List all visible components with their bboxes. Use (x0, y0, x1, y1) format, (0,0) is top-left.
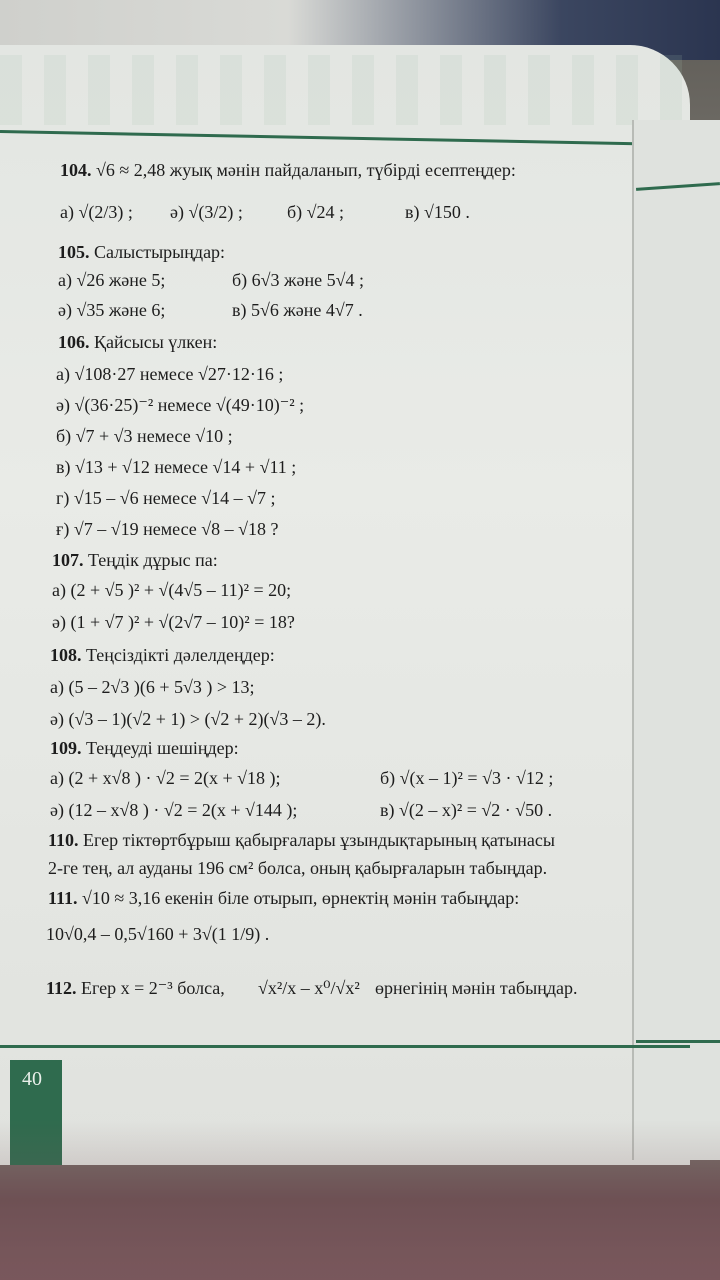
problem-112-title: 112. Егер x = 2⁻³ болса, (46, 978, 225, 998)
problem-104-item-v: в) √150 . (405, 202, 470, 222)
problem-104-item-a: а) √(2/3) ; (60, 202, 133, 222)
problem-109-item-v: в) √(2 – x)² = √2 · √50 . (380, 800, 553, 820)
problem-109-title: 109. Теңдеуді шешіңдер: (50, 738, 239, 758)
problem-112-expression: √x²/x – x⁰/√x² (258, 978, 360, 998)
problem-107-item-ae: ә) (1 + √7 )² + √(2√7 – 10)² = 18? (52, 612, 295, 632)
bottom-background (0, 1120, 720, 1280)
problem-112-tail: өрнегінің мәнін табыңдар. (375, 978, 578, 998)
problem-106-item-g: г) √15 – √6 немесе √14 – √7 ; (56, 488, 276, 508)
problem-105-item-ae: ә) √35 және 6; (58, 300, 166, 320)
problem-109-item-ae: ә) (12 – x√8 ) · √2 = 2(x + √144 ); (50, 800, 298, 820)
problem-109-item-a: а) (2 + x√8 ) · √2 = 2(x + √18 ); (50, 768, 281, 788)
problem-108-item-a: а) (5 – 2√3 )(6 + 5√3 ) > 13; (50, 677, 255, 697)
problem-106-item-b: б) √7 + √3 немесе √10 ; (56, 426, 233, 446)
problem-111-title: 111. √10 ≈ 3,16 екенін біле отырып, өрнектің мәнін табыңдар: (48, 888, 520, 908)
problem-107-item-a: а) (2 + √5 )² + √(4√5 – 11)² = 20; (52, 580, 292, 600)
problem-105-item-b: б) 6√3 және 5√4 ; (232, 270, 364, 290)
problem-108-item-ae: ә) (√3 – 1)(√2 + 1) > (√2 + 2)(√3 – 2). (50, 709, 326, 729)
page-number: 40 (22, 1068, 42, 1090)
problem-106-item-gh: ғ) √7 – √19 немесе √8 – √18 ? (56, 519, 279, 539)
problem-108-title: 108. Теңсіздікті дәлелдеңдер: (50, 645, 275, 665)
facing-page-edge (632, 120, 720, 1160)
problem-104-title: 104. √6 ≈ 2,48 жуық мәнін пайдаланып, түбірді есептеңдер: (60, 160, 516, 180)
problem-107-title: 107. Теңдік дұрыс па: (52, 550, 218, 570)
problem-106-item-ae: ә) √(36·25)⁻² немесе √(49·10)⁻² ; (56, 395, 305, 415)
problem-104-item-b: б) √24 ; (287, 202, 345, 222)
problem-109-item-b: б) √(x – 1)² = √3 · √12 ; (380, 768, 554, 788)
problem-106-title: 106. Қайсысы үлкен: (58, 332, 218, 352)
problem-105-title: 105. Салыстырыңдар: (58, 242, 226, 262)
problem-110-title: 110. Егер тіктөртбұрыш қабырғалары ұзындықтарының қатынасы (48, 830, 556, 850)
problem-104-item-ae: ә) √(3/2) ; (170, 202, 243, 222)
problem-111-expression: 10√0,4 – 0,5√160 + 3√(1 1/9) . (46, 924, 270, 944)
problem-105-item-a: а) √26 және 5; (58, 270, 166, 290)
problem-110-title-cont: 2-ге тең, ал ауданы 196 см² болса, оның қабырғаларын табыңдар. (48, 858, 548, 878)
problem-106-item-a: а) √108·27 немесе √27·12·16 ; (56, 364, 284, 384)
page-bottom-rule (0, 1045, 690, 1048)
problem-106-item-v: в) √13 + √12 немесе √14 + √11 ; (56, 457, 297, 477)
facing-page-rule-bottom (636, 1040, 720, 1043)
problem-105-item-v: в) 5√6 және 4√7 . (232, 300, 363, 320)
page-ornament-top (0, 55, 690, 125)
